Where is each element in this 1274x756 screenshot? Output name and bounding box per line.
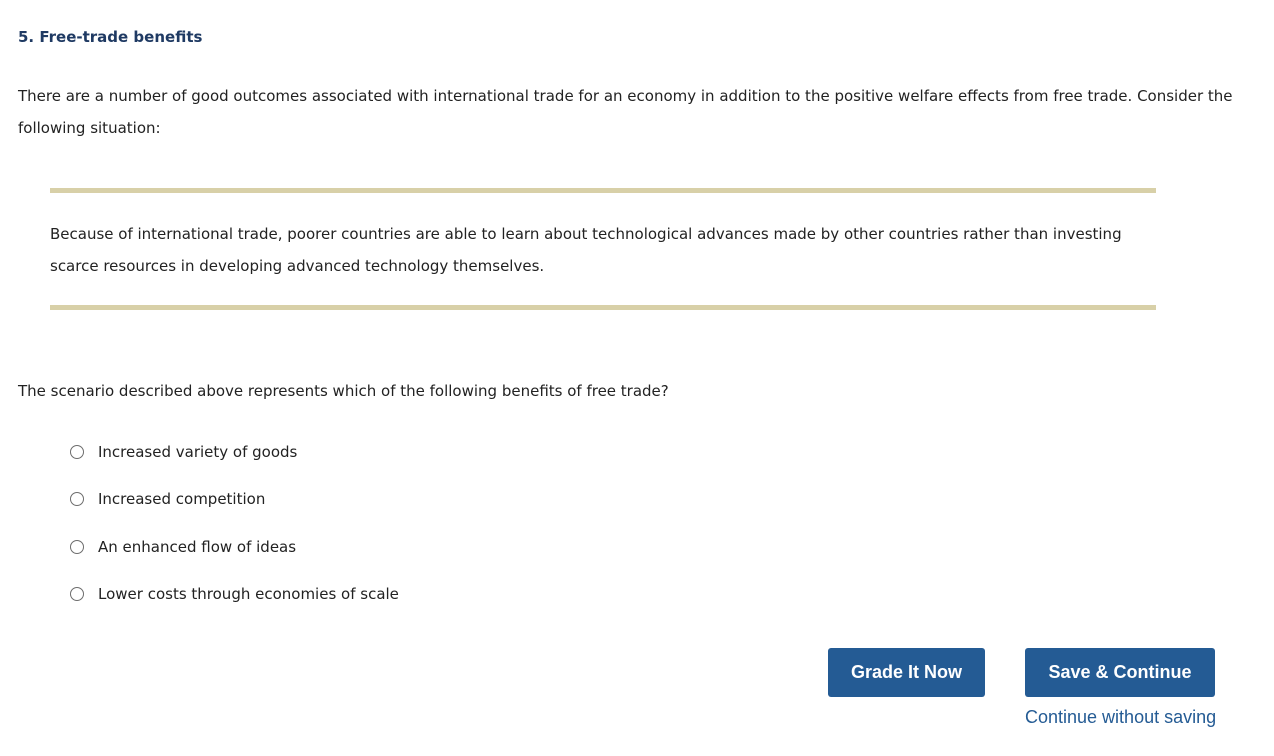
answer-option-label: Lower costs through economies of scale	[98, 585, 399, 604]
scenario-text: Because of international trade, poorer countries are able to learn about technological advances made by other countries rather than investing scarce resources in developing advanced technology themselves.	[50, 225, 1122, 275]
scenario-divider-top	[50, 188, 1156, 193]
question-intro: There are a number of good outcomes associated with international trade for an economy in addition to the positive welfare effects from free trade. Consider the following situation:	[18, 87, 1233, 137]
answer-option-label: Increased competition	[98, 490, 266, 509]
answer-option[interactable]	[70, 575, 399, 623]
radio-button[interactable]	[70, 492, 84, 506]
answer-option-label: Increased variety of goods	[98, 442, 298, 461]
answer-option[interactable]	[70, 527, 399, 575]
radio-button[interactable]	[70, 445, 84, 459]
answer-option[interactable]	[70, 432, 399, 480]
radio-button[interactable]	[70, 587, 84, 601]
answer-option[interactable]	[70, 480, 399, 528]
grade-it-now-button[interactable]: Grade It Now	[828, 648, 985, 697]
question-prompt: The scenario described above represents which of the following benefits of free trade?	[18, 382, 669, 400]
scenario-divider-bottom	[50, 305, 1156, 310]
question-title: 5. Free-trade benefits	[18, 28, 203, 46]
answer-option-label: An enhanced flow of ideas	[98, 537, 297, 556]
radio-button[interactable]	[70, 540, 84, 554]
answer-options	[70, 432, 399, 622]
continue-without-saving-link[interactable]: Continue without saving	[1025, 707, 1217, 727]
save-and-continue-button[interactable]: Save & Continue	[1025, 648, 1215, 697]
